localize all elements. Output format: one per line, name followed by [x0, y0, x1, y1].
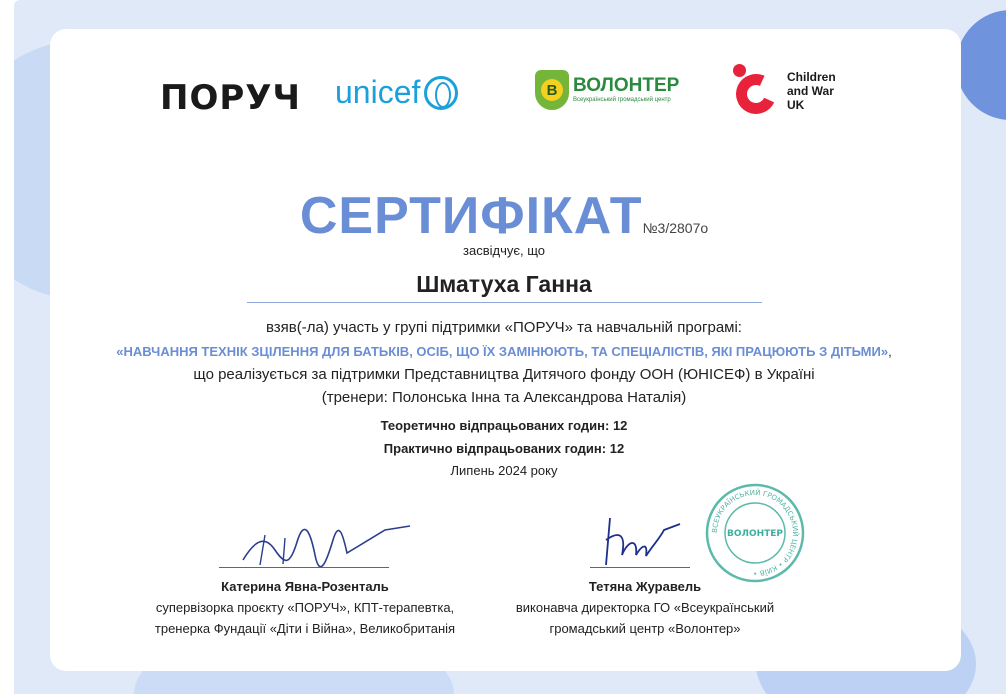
cw-line-3: UK	[787, 98, 805, 112]
right-signatory-name: Тетяна Журавель	[588, 579, 702, 594]
children-and-war-logo	[733, 64, 836, 118]
left-signature-line	[219, 567, 389, 568]
participation-text: взяв(-ла) участь у групі підтримки «ПОРУЧ» та навчальній програмі:	[266, 319, 742, 336]
right-signature	[598, 510, 688, 570]
recipient-name: Шматуха Ганна	[416, 271, 592, 297]
unicef-logo	[335, 74, 458, 111]
volonter-logo-subtitle: Всеукраїнський громадський центр	[573, 97, 671, 103]
issue-date: Липень 2024 року	[450, 463, 558, 478]
left-signatory	[140, 576, 470, 639]
left-signatory-role-2: тренерка Фундації «Діти і Війна», Великобританія	[154, 621, 456, 636]
left-signatory-role-1: супервізорка проєкту «ПОРУЧ», КПТ-терапевтка,	[155, 600, 455, 615]
certificate-title: СЕРТИФІКАТ	[299, 187, 643, 245]
program-comma: ,	[888, 344, 892, 359]
poruch-logo-text: ПОРУЧ	[160, 78, 301, 118]
cw-line-2: and War	[787, 84, 834, 98]
right-signatory-role-1: виконавча директорка ГО «Всеукраїнський	[515, 600, 775, 615]
organization-stamp	[705, 483, 805, 583]
shield-letter: В	[541, 79, 563, 101]
theory-hours: Теоретично відпрацьованих годин: 12	[380, 418, 628, 433]
support-text: що реалізується за підтримки Представництва Дитячого фонду ООН (ЮНІСЕФ) в Україні	[193, 366, 815, 383]
volonter-logo-title: ВОЛОНТЕР	[573, 75, 680, 96]
practice-hours: Практично відпрацьованих годин: 12	[383, 441, 625, 456]
program-name: «НАВЧАННЯ ТЕХНІК ЗЦІЛЕННЯ ДЛЯ БАТЬКІВ, ОСІБ, ЩО ЇХ ЗАМІНЮЮТЬ, ТА СПЕЦІАЛІСТІВ, ЯКІ ПРАЦЮЮТЬ З ДІТЬМИ»	[116, 344, 889, 359]
stamp-center-text: ВОЛОНТЕР	[726, 529, 784, 539]
certificate-number: №3/2807о	[642, 220, 709, 236]
name-underline	[247, 302, 762, 303]
certifies-text: засвідчує, що	[463, 243, 545, 258]
shield-icon	[535, 70, 569, 110]
left-signatory-name: Катерина Явна-Розенталь	[221, 579, 389, 594]
decor-circle	[956, 10, 1006, 120]
program-title	[0, 344, 1008, 359]
right-signatory	[490, 576, 800, 639]
cw-line-1: Children	[787, 70, 836, 84]
certificate-heading	[0, 186, 1008, 246]
poruch-logo	[160, 78, 301, 118]
volonter-logo	[535, 70, 679, 110]
trainers-text: (тренери: Полонська Інна та Александрова Наталія)	[321, 389, 687, 406]
right-signatory-role-2: громадський центр «Волонтер»	[549, 621, 741, 636]
unicef-logo-text: unicef	[335, 74, 421, 110]
left-signature	[235, 520, 415, 570]
unicef-globe-icon	[424, 76, 458, 110]
right-signature-line	[590, 567, 690, 568]
children-and-war-icon	[733, 64, 783, 118]
stamp-ring-text: ВСЕУКРАЇНСЬКИЙ ГРОМАДСЬКИЙ ЦЕНТР • КИЇВ •	[710, 488, 800, 578]
